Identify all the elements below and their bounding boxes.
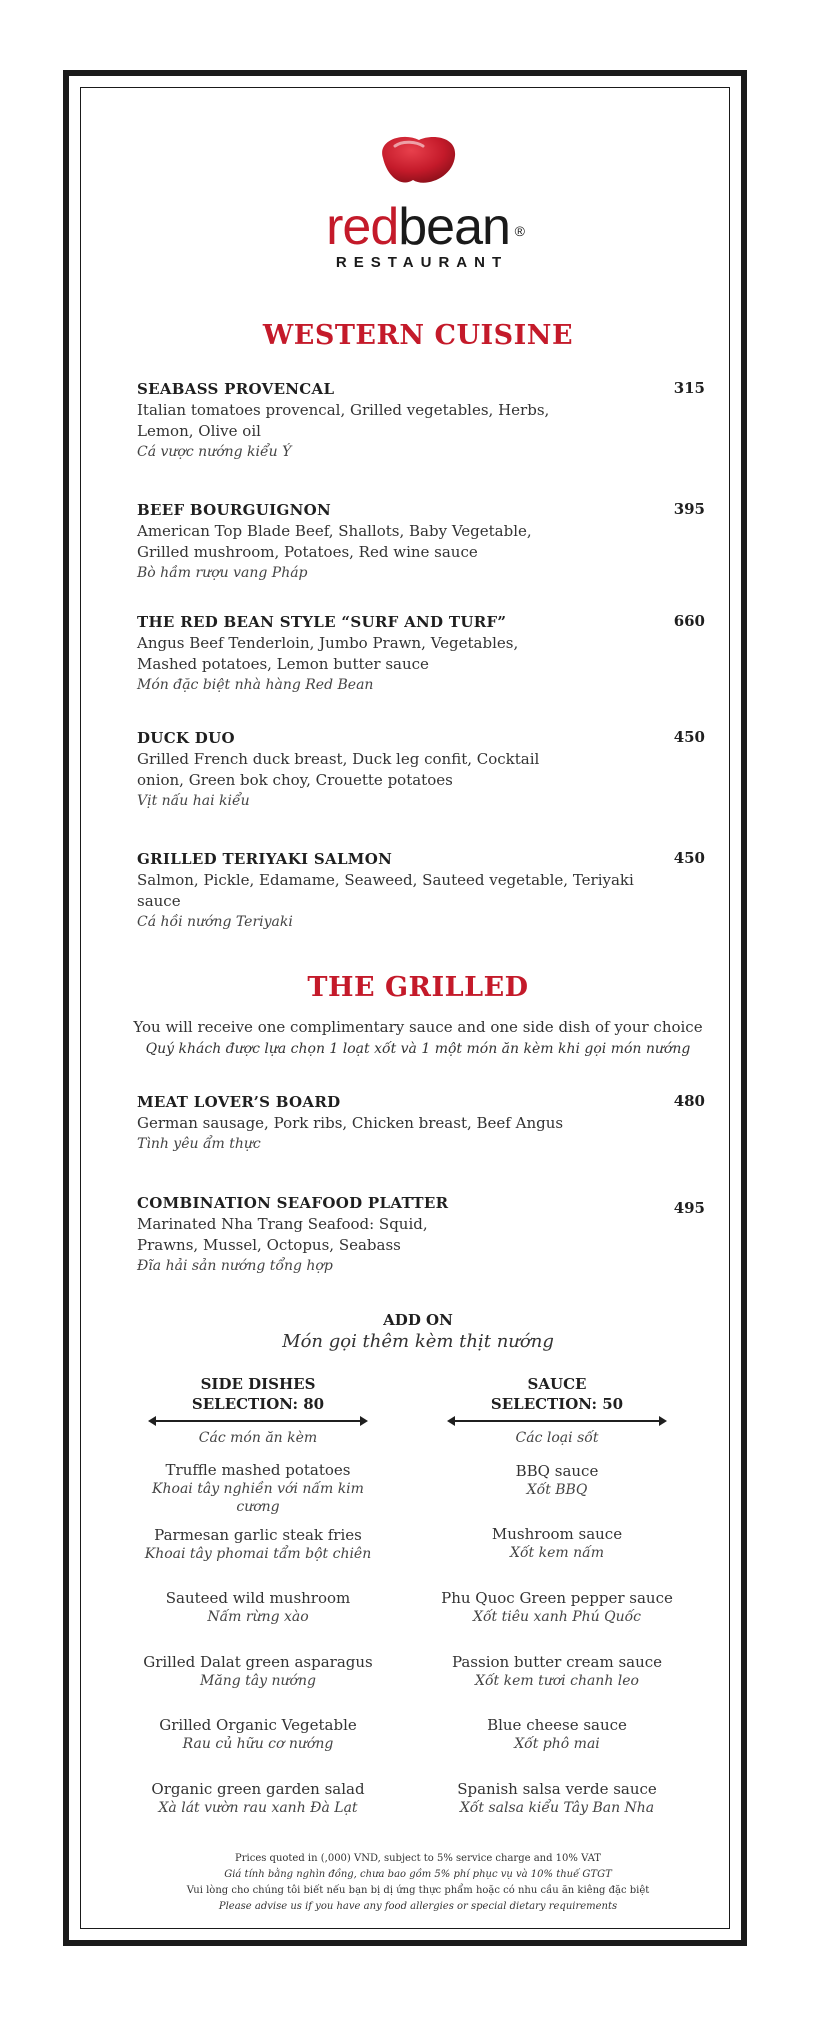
side-dish-option	[138, 1716, 378, 1753]
item-description: American Top Blade Beef, Shallots, Baby Vegetable, Grilled mushroom, Potatoes, Red wine sauce	[137, 522, 532, 561]
item-price: 660	[673, 612, 705, 630]
item-vietnamese-name: Đĩa hải sản nướng tổng hợp	[137, 1258, 333, 1274]
item-description: Grilled French duck breast, Duck leg confit, Cocktail onion, Green bok choy, Crouette potatoes	[137, 750, 540, 789]
item-description: Marinated Nha Trang Seafood: Squid, Prawns, Mussel, Octopus, Seabass	[137, 1215, 428, 1254]
menu-item	[137, 379, 705, 463]
sauce-option	[437, 1716, 677, 1753]
sauce-option	[437, 1780, 677, 1817]
item-vietnamese-name: Cá hồi nướng Teriyaki	[137, 914, 293, 930]
footer-price-note: Prices quoted in (,000) VND, subject to 5% service charge and 10% VAT	[235, 1853, 601, 1864]
item-price: 450	[673, 728, 705, 746]
side-dish-option	[138, 1526, 378, 1563]
item-description: Italian tomatoes provencal, Grilled vegetables, Herbs, Lemon, Olive oil	[137, 401, 550, 440]
brand-tagline: RESTAURANT	[335, 254, 509, 271]
brand-wordmark	[326, 198, 524, 256]
side-dish-option	[138, 1589, 378, 1626]
item-name: MEAT LOVER’S BOARD	[137, 1093, 341, 1111]
menu-item	[137, 612, 705, 696]
sauce-vietnamese: Xốt phô mai	[514, 1736, 600, 1752]
sauce-english: Blue cheese sauce	[487, 1716, 627, 1734]
grilled-note-english: You will receive one complimentary sauce and one side dish of your choice	[133, 1018, 703, 1036]
item-vietnamese-name: Tình yêu ẩm thực	[137, 1136, 261, 1152]
side-dishes-selection: SELECTION: 80	[191, 1395, 325, 1413]
section-title-western: WESTERN CUISINE	[262, 320, 574, 351]
side-dishes-header	[148, 1374, 368, 1446]
item-price: 495	[673, 1199, 705, 1217]
brand-name-red: red	[326, 198, 399, 256]
sauce-title: SAUCE	[527, 1375, 587, 1393]
sauce-selection: SELECTION: 50	[490, 1395, 624, 1413]
side-dish-option	[138, 1653, 378, 1690]
section-title-grilled: THE GRILLED	[307, 972, 529, 1003]
registered-mark: ®	[514, 223, 524, 239]
brand-logo	[0, 130, 836, 271]
sauce-vietnamese: Xốt tiêu xanh Phú Quốc	[473, 1609, 641, 1625]
sauce-english: BBQ sauce	[515, 1462, 599, 1480]
side-dish-vietnamese: Rau củ hữu cơ nướng	[182, 1736, 334, 1752]
item-vietnamese-name: Món đặc biệt nhà hàng Red Bean	[137, 677, 374, 693]
side-dish-vietnamese: Nấm rừng xào	[207, 1609, 309, 1625]
side-dish-vietnamese: Măng tây nướng	[200, 1673, 316, 1689]
grilled-note-vietnamese: Quý khách được lựa chọn 1 loạt xốt và 1 một món ăn kèm khi gọi món nướng	[145, 1041, 691, 1057]
item-description: Angus Beef Tenderloin, Jumbo Prawn, Vegetables, Mashed potatoes, Lemon butter sauce	[137, 634, 519, 673]
side-dish-english: Sauteed wild mushroom	[165, 1589, 351, 1607]
menu-item	[137, 500, 705, 584]
sauce-option	[437, 1653, 677, 1690]
double-arrow-icon	[148, 1416, 368, 1426]
item-price: 450	[673, 849, 705, 867]
side-dishes-vietnamese: Các món ăn kèm	[198, 1430, 318, 1446]
sauce-option	[437, 1525, 677, 1562]
menu-footer	[0, 1851, 836, 1915]
item-name: COMBINATION SEAFOOD PLATTER	[137, 1194, 449, 1212]
item-price: 315	[673, 379, 705, 397]
sauce-vietnamese: Xốt BBQ	[526, 1482, 588, 1498]
menu-item	[137, 728, 705, 812]
side-dish-english: Parmesan garlic steak fries	[154, 1526, 362, 1544]
addon-header	[0, 1311, 836, 1352]
side-dish-option	[138, 1780, 378, 1817]
footer-allergy-note: Please advise us if you have any food allergies or special dietary requirements	[218, 1901, 618, 1912]
footer-allergy-note-vietnamese: Vui lòng cho chúng tôi biết nếu bạn bị dị ứng thực phẩm hoặc có nhu cầu ăn kiêng đặc biệt	[186, 1885, 650, 1896]
item-name: BEEF BOURGUIGNON	[137, 501, 331, 519]
sauce-vietnamese: Xốt kem tươi chanh leo	[475, 1673, 639, 1689]
item-price: 480	[673, 1092, 705, 1110]
item-name: SEABASS PROVENCAL	[137, 380, 335, 398]
side-dish-option	[138, 1461, 378, 1516]
side-dish-vietnamese: Khoai tây phomai tẩm bột chiên	[144, 1546, 372, 1562]
item-description: German sausage, Pork ribs, Chicken breast, Beef Angus	[137, 1114, 564, 1132]
footer-price-note-vietnamese: Giá tính bằng nghìn đồng, chưa bao gồm 5% phí phục vụ và 10% thuế GTGT	[224, 1869, 612, 1880]
side-dishes-title: SIDE DISHES	[200, 1375, 316, 1393]
side-dish-vietnamese: Khoai tây nghiền với nấm kim cương	[152, 1481, 364, 1515]
side-dish-english: Organic green garden salad	[151, 1780, 365, 1798]
side-dish-english: Grilled Organic Vegetable	[159, 1716, 357, 1734]
side-dish-english: Grilled Dalat green asparagus	[143, 1653, 373, 1671]
sauce-english: Spanish salsa verde sauce	[457, 1780, 657, 1798]
side-dish-english: Truffle mashed potatoes	[165, 1461, 351, 1479]
bean-icon	[373, 130, 463, 190]
menu-item	[137, 1092, 705, 1155]
item-price: 395	[673, 500, 705, 518]
sauce-option	[437, 1462, 677, 1499]
addon-subtitle: Món gọi thêm kèm thịt nướng	[282, 1331, 554, 1352]
sauce-header	[447, 1374, 667, 1446]
item-vietnamese-name: Vịt nấu hai kiểu	[137, 793, 250, 809]
side-dish-vietnamese: Xà lát vườn rau xanh Đà Lạt	[158, 1800, 358, 1816]
item-name: THE RED BEAN STYLE “SURF AND TURF”	[137, 613, 507, 631]
grilled-note	[0, 1016, 836, 1060]
sauce-vietnamese: Các loại sốt	[515, 1430, 599, 1446]
item-description: Salmon, Pickle, Edamame, Seaweed, Sauteed vegetable, Teriyaki sauce	[137, 871, 634, 910]
sauce-vietnamese: Xốt kem nấm	[510, 1545, 604, 1561]
sauce-english: Passion butter cream sauce	[451, 1653, 663, 1671]
menu-item	[137, 1193, 705, 1277]
sauce-english: Mushroom sauce	[491, 1525, 623, 1543]
brand-name-black: bean	[398, 198, 510, 256]
item-vietnamese-name: Cá vược nướng kiểu Ý	[137, 444, 292, 460]
menu-item	[137, 849, 705, 933]
addon-title: ADD ON	[383, 1311, 453, 1329]
sauce-option	[427, 1589, 687, 1626]
item-name: DUCK DUO	[137, 729, 235, 747]
item-vietnamese-name: Bò hầm rượu vang Pháp	[137, 565, 308, 581]
sauce-english: Phu Quoc Green pepper sauce	[441, 1589, 673, 1607]
double-arrow-icon	[447, 1416, 667, 1426]
item-name: GRILLED TERIYAKI SALMON	[137, 850, 393, 868]
sauce-vietnamese: Xốt salsa kiểu Tây Ban Nha	[459, 1800, 655, 1816]
